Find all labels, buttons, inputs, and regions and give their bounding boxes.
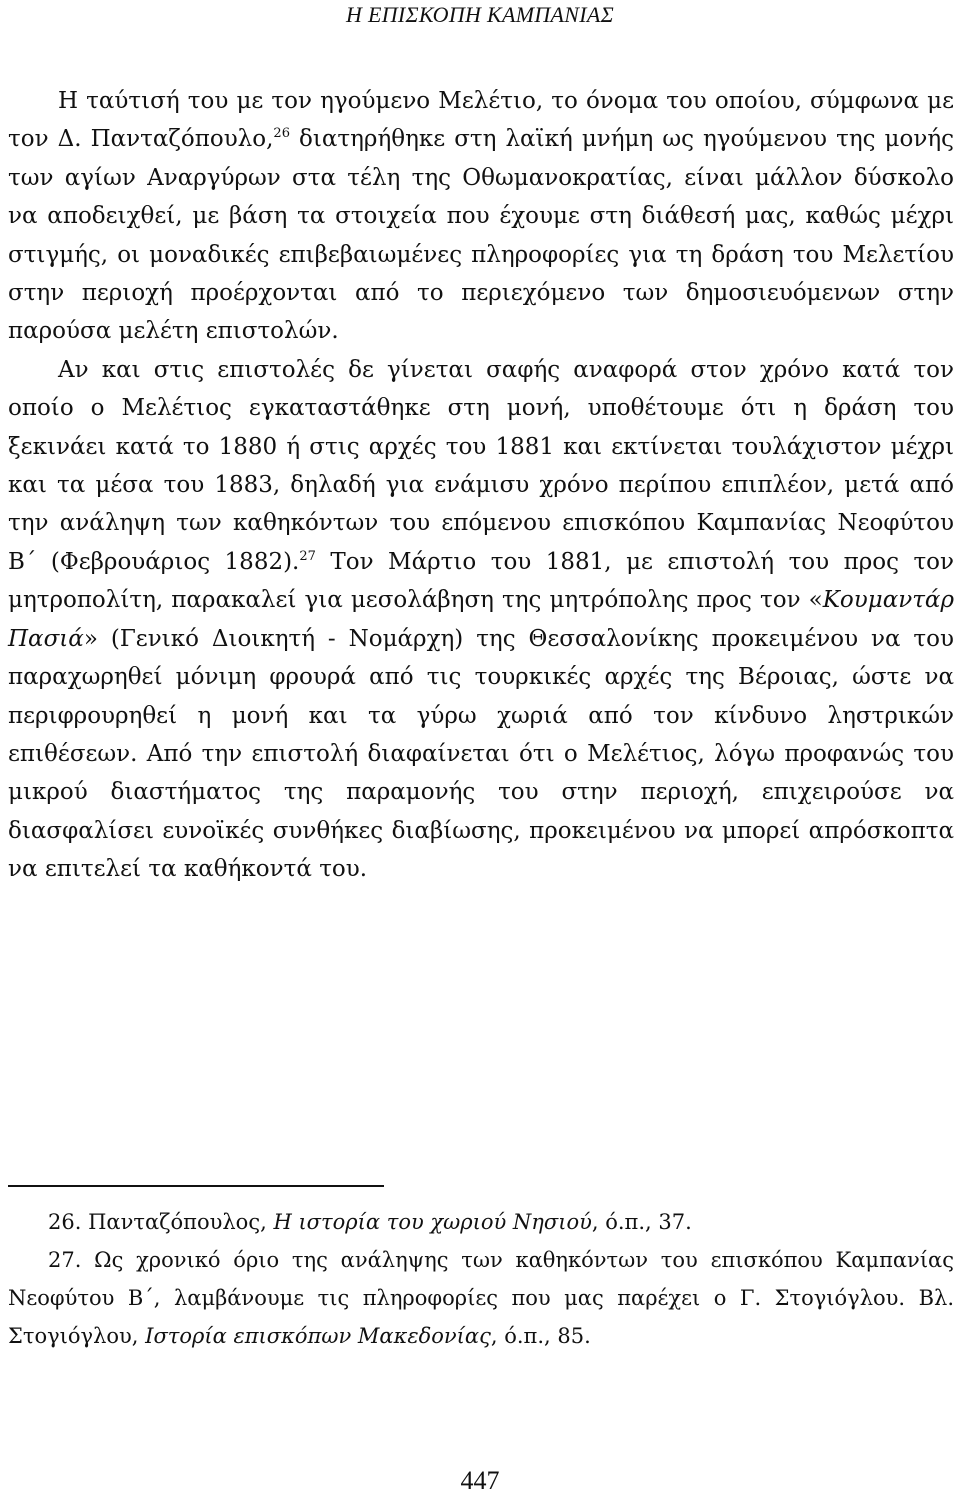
paragraph-2-text-b: Τον Μάρτιο του 1881, με επιστολή του προς τον μητροπολίτη, παρακαλεί για μεσολάβηση της μητρόπολης προς τον « — [8, 548, 954, 614]
paragraph-1-text-b: διατηρήθηκε στη λαϊκή μνήμη ως ηγούμενου της μονής των αγίων Αναργύρων στα τέλη της Οθωμανοκρατίας, είναι μάλλον δύσκολο να αποδειχθεί, με βάση τα στοιχεία που έχουμε στη διάθεσή μας, καθώς μέχρι στιγμής, οι μοναδικές επιβεβαιωμένες πληροφορίες για τη δράση του Μελετίου στην περιοχή προέρχονται από το περιεχόμενο των δημοσιευόμενων στην παρούσα μελέτη επιστολών. — [8, 126, 954, 345]
paragraph-2 — [8, 351, 954, 889]
page-number: 447 — [460, 1466, 500, 1495]
footnotes — [8, 1203, 954, 1355]
paragraph-2-text-a: Αν και στις επιστολές δε γίνεται σαφής αναφορά στον χρόνο κατά τον οποίο ο Μελέτιος εγκαταστάθηκε στη μονή, υποθέτουμε ότι η δράση του ξεκινάει κατά το 1880 ή στις αρχές του 1881 και εκτίνεται τουλάχιστον μέχρι και τα μέσα του 1883, δηλαδή για ενάμισυ χρόνο περίπου επιπλέον, μετά από την ανάληψη των καθηκόντων του επόμενου επισκόπου Καμπανίας Νεοφύτου Β΄ (Φεβρουάριος 1882). — [8, 356, 954, 575]
footnote-26-number: 26. — [48, 1210, 82, 1234]
footnote-27 — [8, 1241, 954, 1355]
paragraph-2-text-c: » (Γενικό Διοικητή - Νομάρχη) της Θεσσαλονίκης προκειμένου να του παραχωρηθεί μόνιμη φρουρά από τις τουρκικές αρχές της Βέροιας, ώστε να περιφρουρηθεί η μονή και τα γύρω χωριά από τον κίνδυνο ληστρικών επιθέσεων. Από την επιστολή διαφαίνεται ότι ο Μελέτιος, λόγω προφανώς του μικρού διαστήματος της παραμονής του στην περιοχή, επιχειρούσε να διασφαλίσει ευνοϊκές συνθήκες διαβίωσης, προκειμένου να μπορεί απρόσκοπτα να επιτελεί τα καθήκοντά του. — [8, 625, 954, 883]
footnote-26-text-b: , ό.π., 37. — [591, 1210, 692, 1234]
paragraph-1-text-a: Η ταύτισή του με τον ηγούμενο Μελέτιο, το όνομα του οποίου, σύμφωνα με τον Δ. Πανταζόπουλο, — [8, 88, 954, 153]
main-text — [8, 82, 954, 889]
footnote-26-title: Η ιστορία του χωριού Νησιού — [273, 1210, 592, 1234]
paragraph-2-italic: Κουμαντάρ Πασιά — [8, 587, 954, 652]
footnote-ref-27: 27 — [299, 548, 316, 564]
footnote-26 — [8, 1203, 954, 1241]
footnote-ref-26: 26 — [273, 126, 290, 142]
running-header: Η ΕΠΙΣΚΟΠΗ ΚΑΜΠΑΝΙΑΣ — [345, 2, 614, 27]
footnote-26-text-a: Πανταζόπουλος, — [81, 1210, 274, 1234]
footnote-27-number: 27. — [48, 1248, 82, 1272]
footnote-rule — [8, 1185, 384, 1187]
footnote-27-title: Ιστορία επισκόπων Μακεδονίας — [145, 1324, 491, 1348]
paragraph-1 — [8, 82, 954, 351]
footnote-27-text-b: , ό.π., 85. — [490, 1324, 591, 1348]
footnote-27-text-a: Ως χρονικό όριο της ανάληψης των καθηκόντων του επισκόπου Καμπανίας Νεοφύτου Β΄, λαμβάνουμε τις πληροφορίες που μας παρέχει ο Γ. Στογιόγλου. Βλ. Στογιόγλου, — [8, 1248, 954, 1348]
